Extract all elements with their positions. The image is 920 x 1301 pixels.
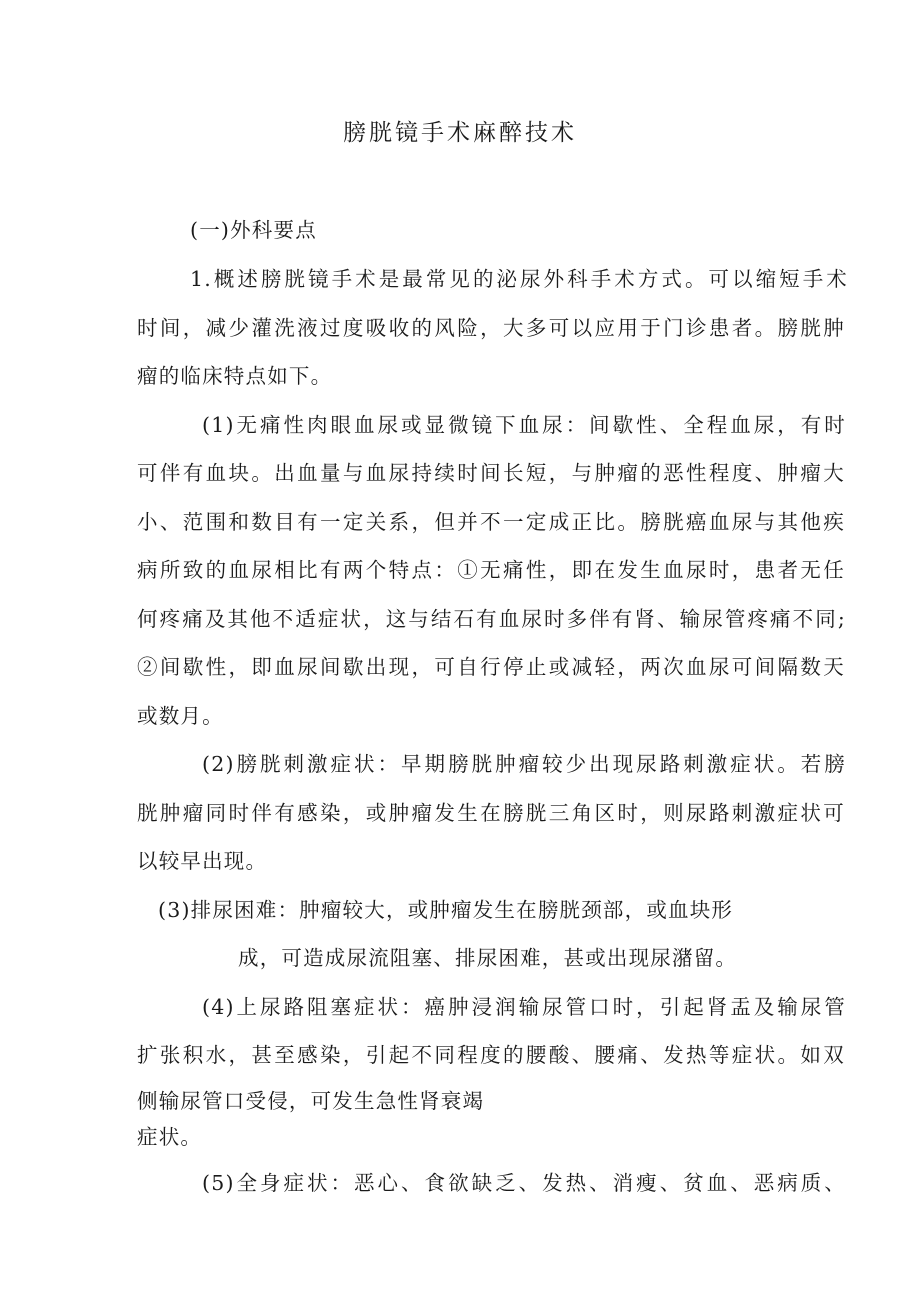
paragraph-line: 时间，减少灌洗液过度吸收的风险，大多可以应用于门诊患者。膀胱肿	[137, 316, 845, 340]
paragraph-line: ②间歇性，即血尿间歇出现，可自行停止或减轻，两次血尿可间隔数天	[137, 655, 845, 679]
page-title: 膀胱镜手术麻醉技术	[343, 120, 577, 146]
section-heading: (一)外科要点	[190, 218, 317, 242]
paragraph-line: 可伴有血块。出血量与血尿持续时间长短，与肿瘤的恶性程度、肿瘤大	[137, 461, 845, 485]
paragraph-line: 病所致的血尿相比有两个特点：①无痛性，即在发生血尿时，患者无任	[137, 558, 845, 582]
paragraph-line: (3)排尿困难：肿瘤较大，或肿瘤发生在膀胱颈部，或血块形	[158, 898, 734, 922]
paragraph-line: (1)无痛性肉眼血尿或显微镜下血尿：间歇性、全程血尿，有时	[202, 413, 846, 437]
paragraph-line: (2)膀胱刺激症状：早期膀胱肿瘤较少出现尿路刺激症状。若膀	[202, 752, 846, 776]
paragraph-line: 胱肿瘤同时伴有感染，或肿瘤发生在膀胱三角区时，则尿路刺激症状可	[137, 801, 845, 825]
paragraph-line: 小、范围和数目有一定关系，但并不一定成正比。膀胱癌血尿与其他疾	[137, 510, 845, 534]
paragraph-line: (5)全身症状：恶心、食欲缺乏、发热、消瘦、贫血、恶病质、	[202, 1171, 846, 1195]
paragraph-line: 扩张积水，甚至感染，引起不同程度的腰酸、腰痛、发热等症状。如双	[137, 1043, 845, 1067]
paragraph-line: 瘤的临床特点如下。	[137, 364, 333, 388]
paragraph-line: 1.概述膀胱镜手术是最常见的泌尿外科手术方式。可以缩短手术	[190, 267, 848, 291]
paragraph-line: 以较早出现。	[137, 849, 268, 873]
paragraph-line: 或数月。	[137, 704, 224, 728]
paragraph-line: (4)上尿路阻塞症状：癌肿浸润输尿管口时，引起肾盂及输尿管	[202, 995, 846, 1019]
paragraph-line: 症状。	[137, 1125, 203, 1149]
paragraph-line: 侧输尿管口受侵，可发生急性肾衰竭	[137, 1089, 485, 1113]
paragraph-line: 成，可造成尿流阻塞、排尿困难，甚或出现尿潴留。	[238, 946, 738, 970]
paragraph-line: 何疼痛及其他不适症状，这与结石有血尿时多伴有肾、输尿管疼痛不同;	[137, 607, 845, 631]
